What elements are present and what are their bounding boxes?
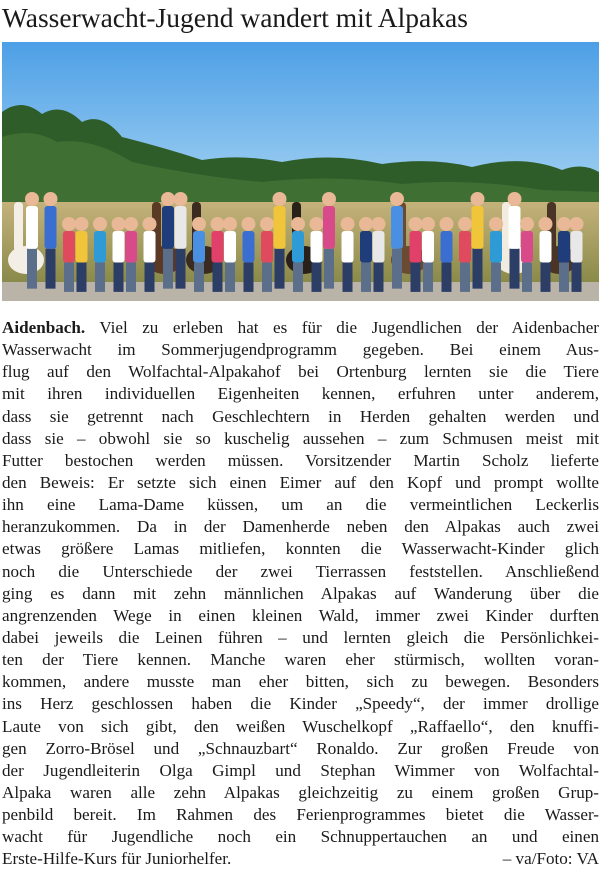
person-head (520, 217, 534, 231)
person-legs (572, 263, 582, 292)
person-legs (163, 249, 173, 289)
article-line-text: Futter bestochen werden müssen. Vorsitzender Martin Scholz lieferte (2, 450, 599, 470)
person-figure (472, 206, 484, 249)
article-line-text: Viel zu erleben hat es für die Jugendlichen der Aidenbacher (85, 318, 599, 337)
person-head (211, 217, 225, 231)
article-line-text: der Jugendleiterin Olga Gimpl und Stephan Wimmer von Wolfachtal- (2, 760, 599, 780)
person-legs (176, 249, 186, 289)
person-figure (243, 231, 255, 263)
person-figure (373, 231, 385, 263)
person-head (489, 217, 503, 231)
article-line (2, 671, 599, 693)
person-figure (224, 231, 236, 263)
article-line (2, 826, 599, 848)
person-legs (46, 249, 56, 289)
article-line (2, 339, 599, 361)
group-photo (2, 42, 599, 301)
person-legs (293, 263, 303, 292)
article-line-text: ging es dann mit zehn männlichen Alpakas auf Wanderung über die (2, 583, 599, 603)
person-head (508, 192, 522, 206)
person-figure (459, 231, 471, 263)
person-legs (95, 263, 105, 292)
article-line (2, 406, 599, 428)
article-line-text: penbild bereit. Im Rahmen des Ferienprogrammes bietet die Wasser- (2, 805, 599, 825)
person-figure (63, 231, 75, 263)
article-line (2, 782, 599, 804)
person-legs (312, 263, 322, 292)
article-line (2, 472, 599, 494)
article-line (2, 605, 599, 627)
person-legs (64, 263, 74, 292)
person-figure (571, 231, 583, 263)
alpaca (14, 202, 23, 252)
person-head (322, 192, 336, 206)
person-head (223, 217, 237, 231)
person-legs (559, 263, 569, 292)
article-line-text: noch die Unterschiede der zwei Tierrassen feststellen. Anschließend (2, 561, 599, 581)
person-legs (361, 263, 371, 292)
article-line-text: ihn eine Lama-Dame küssen, um an die vermeintlichen Leckerlis (2, 495, 599, 515)
article-line-text: Wasserwacht im Sommerjugendprogramm gegeben. Bei einem Aus- (2, 340, 599, 360)
person-head (471, 192, 485, 206)
person-legs (343, 263, 353, 292)
person-legs (225, 263, 235, 292)
person-legs (541, 263, 551, 292)
article-line (2, 649, 599, 671)
person-head (174, 192, 188, 206)
person-legs (213, 263, 223, 292)
article-line (2, 760, 599, 782)
article-line (2, 627, 599, 649)
person-head (458, 217, 472, 231)
last-line-text: Erste-Hilfe-Kurs für Juniorhelfer. (2, 849, 232, 869)
person-legs (262, 263, 272, 292)
person-figure (144, 231, 156, 263)
person-figure (292, 231, 304, 263)
person-head (421, 217, 435, 231)
person-figure (490, 231, 502, 263)
article-line-text: den Beweis: Er setzte sich einen Eimer auf den Kopf und prompt wollte (2, 472, 599, 492)
person-head (44, 192, 58, 206)
person-legs (275, 249, 285, 289)
group-photo-illustration (2, 42, 599, 301)
person-legs (194, 263, 204, 292)
article-line-text: kommen, andere musste man eher bitten, sich zu bewegen. Besonders (2, 672, 599, 692)
article-line (2, 317, 599, 339)
person-figure (45, 206, 57, 249)
article-line (2, 693, 599, 715)
person-head (112, 217, 126, 231)
person-head (440, 217, 454, 231)
person-figure (76, 231, 88, 263)
article-line (2, 716, 599, 738)
person-legs (145, 263, 155, 292)
article-line (2, 516, 599, 538)
person-figure (212, 231, 224, 263)
article-line (2, 450, 599, 472)
person-figure (193, 231, 205, 263)
person-legs (324, 249, 334, 289)
person-figure (125, 231, 137, 263)
person-legs (423, 263, 433, 292)
person-head (143, 217, 157, 231)
person-legs (460, 263, 470, 292)
article-line-text: flug auf den Wolfachtal-Alpakahof bei Ortenburg lernten sie die Tiere (2, 362, 599, 382)
person-figure (342, 231, 354, 263)
article-line-text: dass sie getrennt nach Geschlechtern in Herden gehalten werden und (2, 406, 599, 426)
photo-credit: – va/Foto: VA (502, 849, 599, 869)
person-figure (94, 231, 106, 263)
article-body (2, 317, 599, 871)
person-figure (261, 231, 273, 263)
person-figure (422, 231, 434, 263)
article-line-text: Laute von sich gibt, den weißen Wuschelkopf „Raffaello“, den knuffi- (2, 716, 599, 736)
person-legs (114, 263, 124, 292)
person-head (260, 217, 274, 231)
article-line (2, 383, 599, 405)
article-line (2, 494, 599, 516)
person-head (25, 192, 39, 206)
article-line (2, 538, 599, 560)
person-head (62, 217, 76, 231)
person-head (341, 217, 355, 231)
person-head (539, 217, 553, 231)
person-head (273, 192, 287, 206)
person-head (291, 217, 305, 231)
person-legs (411, 263, 421, 292)
person-legs (491, 263, 501, 292)
person-head (161, 192, 175, 206)
dateline: Aidenbach. (2, 318, 86, 337)
article-line-text: etwas größere Lamas mitliefen, konnten die Wasserwacht-Kinder glich (2, 539, 599, 559)
person-legs (442, 263, 452, 292)
article-line-text: mit ihren individuellen Eigenheiten kennen, erfuhren unter anderem, (2, 384, 599, 404)
person-head (192, 217, 206, 231)
article-line (2, 738, 599, 760)
person-figure (26, 206, 38, 249)
person-legs (126, 263, 136, 292)
article-line-text: Alpaka waren alle zehn Alpakas gleichzeitig zu einem großen Grup- (2, 782, 599, 802)
person-head (310, 217, 324, 231)
person-figure (540, 231, 552, 263)
article-line (2, 561, 599, 583)
person-legs (510, 249, 520, 289)
article-line-text: angrenzenden Wege in einen kleinen Wald, immer zwei Kinder durften (2, 605, 599, 625)
person-figure (441, 231, 453, 263)
article-line (2, 361, 599, 383)
person-legs (522, 263, 532, 292)
person-head (390, 192, 404, 206)
article-line-text: ins Herz geschlossen haben die Kinder „Speedy“, der immer drollige (2, 694, 599, 714)
person-legs (392, 249, 402, 289)
person-legs (77, 263, 87, 292)
article-line-text: heranzukommen. Da in der Damenherde neben den Alpakas auch zwei (2, 517, 599, 537)
article-line (2, 583, 599, 605)
article-line-text: ten der Tiere kennen. Manche waren eher stürmisch, wollten voran- (2, 650, 599, 670)
person-figure (521, 231, 533, 263)
person-figure (162, 206, 174, 249)
person-head (557, 217, 571, 231)
person-head (359, 217, 373, 231)
person-figure (509, 206, 521, 249)
person-figure (113, 231, 125, 263)
person-head (372, 217, 386, 231)
person-figure (360, 231, 372, 263)
article-line-text: gen Zorro-Brösel und „Schnauzbart“ Ronaldo. Zur großen Freude von (2, 738, 599, 758)
article-line (2, 428, 599, 450)
person-head (242, 217, 256, 231)
article-line-text: dass sie – obwohl sie so kuschelig aussehen – zum Schmusen meist mit (2, 428, 599, 448)
person-legs (27, 249, 37, 289)
person-figure (323, 206, 335, 249)
person-head (124, 217, 138, 231)
person-figure (175, 206, 187, 249)
alpaca-body (8, 246, 44, 274)
article-text (2, 317, 599, 848)
person-figure (311, 231, 323, 263)
person-figure (410, 231, 422, 263)
article-last-line (2, 848, 599, 870)
person-legs (473, 249, 483, 289)
person-legs (374, 263, 384, 292)
person-head (570, 217, 584, 231)
person-figure (558, 231, 570, 263)
person-head (75, 217, 89, 231)
person-figure (391, 206, 403, 249)
article-line (2, 804, 599, 826)
article-line-text: dabei jeweils die Leinen führen – und lernten gleich die Persönlichkei- (2, 627, 599, 647)
person-head (93, 217, 107, 231)
person-figure (274, 206, 286, 249)
headline: Wasserwacht-Jugend wandert mit Alpakas (2, 2, 468, 33)
person-head (409, 217, 423, 231)
article-line-text: wacht für Jugendliche noch ein Schnuppertauchen an und einen (2, 827, 599, 847)
person-legs (244, 263, 254, 292)
